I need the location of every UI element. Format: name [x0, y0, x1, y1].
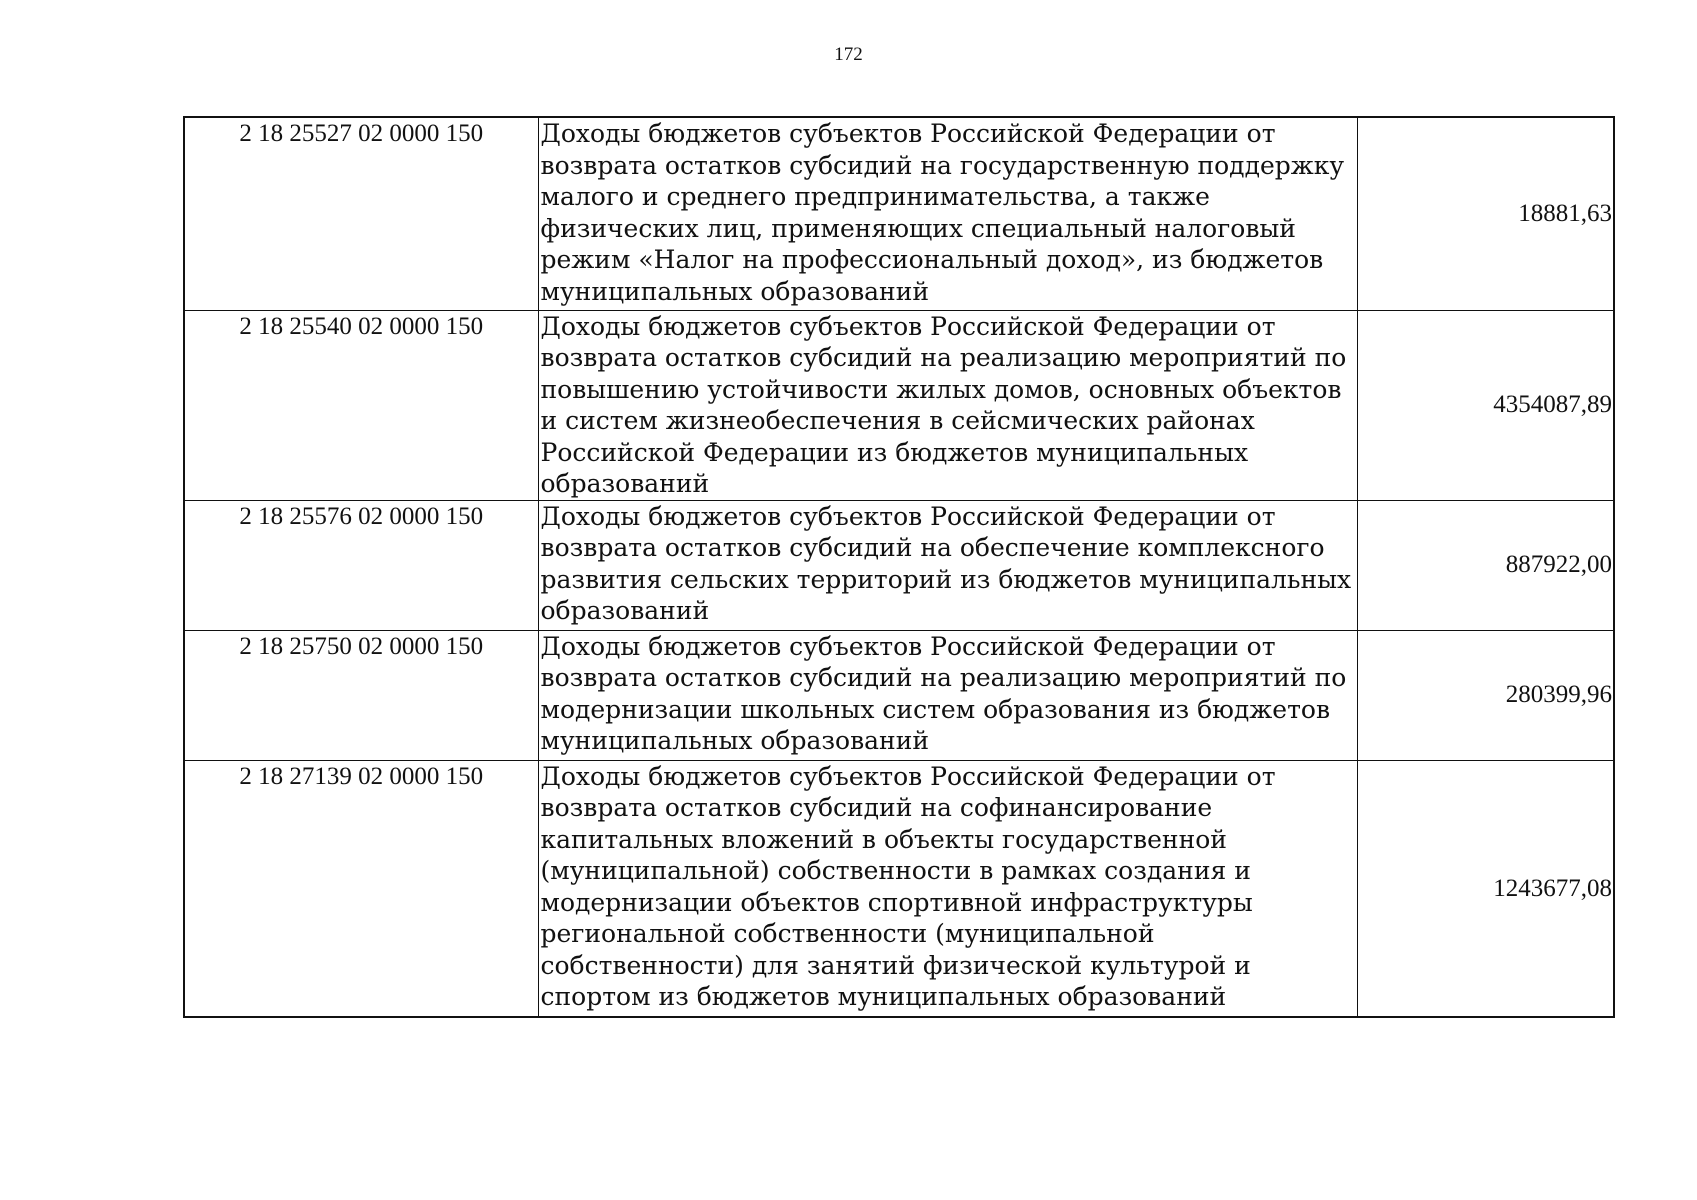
amount: 280399,96: [1357, 630, 1614, 760]
amount: 4354087,89: [1357, 310, 1614, 500]
budget-revenue-table: [183, 116, 1615, 1018]
table-row: [184, 500, 1614, 630]
amount: 887922,00: [1357, 500, 1614, 630]
table-row: [184, 117, 1614, 310]
budget-code: 2 18 25750 02 0000 150: [184, 630, 538, 760]
table-row: [184, 310, 1614, 500]
budget-code: 2 18 25576 02 0000 150: [184, 500, 538, 630]
table-row: [184, 760, 1614, 1017]
revenue-description: Доходы бюджетов субъектов Российской Федерации от возврата остатков субсидий на реализацию мероприятий по модернизации школьных систем образования из бюджетов муниципальных образований: [538, 630, 1357, 760]
budget-code: 2 18 25540 02 0000 150: [184, 310, 538, 500]
budget-code: 2 18 25527 02 0000 150: [184, 117, 538, 310]
revenue-description: Доходы бюджетов субъектов Российской Федерации от возврата остатков субсидий на обеспечение комплексного развития сельских территорий из бюджетов муниципальных образований: [538, 500, 1357, 630]
table-row: [184, 630, 1614, 760]
page-number: 172: [834, 44, 863, 65]
amount: 1243677,08: [1357, 760, 1614, 1017]
revenue-description: Доходы бюджетов субъектов Российской Федерации от возврата остатков субсидий на реализацию мероприятий по повышению устойчивости жилых домов, основных объектов и систем жизнеобеспечения в сейсмических районах Российской Федерации из бюджетов муниципальных образований: [538, 310, 1357, 500]
budget-code: 2 18 27139 02 0000 150: [184, 760, 538, 1017]
revenue-description: Доходы бюджетов субъектов Российской Федерации от возврата остатков субсидий на государственную поддержку малого и среднего предпринимательства, а также физических лиц, применяющих специальный налоговый режим «Налог на профессиональный доход», из бюджетов муниципальных образований: [538, 117, 1357, 310]
revenue-description: Доходы бюджетов субъектов Российской Федерации от возврата остатков субсидий на софинансирование капитальных вложений в объекты государственной (муниципальной) собственности в рамках создания и модернизации объектов спортивной инфраструктуры региональной собственности (муниципальной собственности) для занятий физической культурой и спортом из бюджетов муниципальных образований: [538, 760, 1357, 1017]
amount: 18881,63: [1357, 117, 1614, 310]
